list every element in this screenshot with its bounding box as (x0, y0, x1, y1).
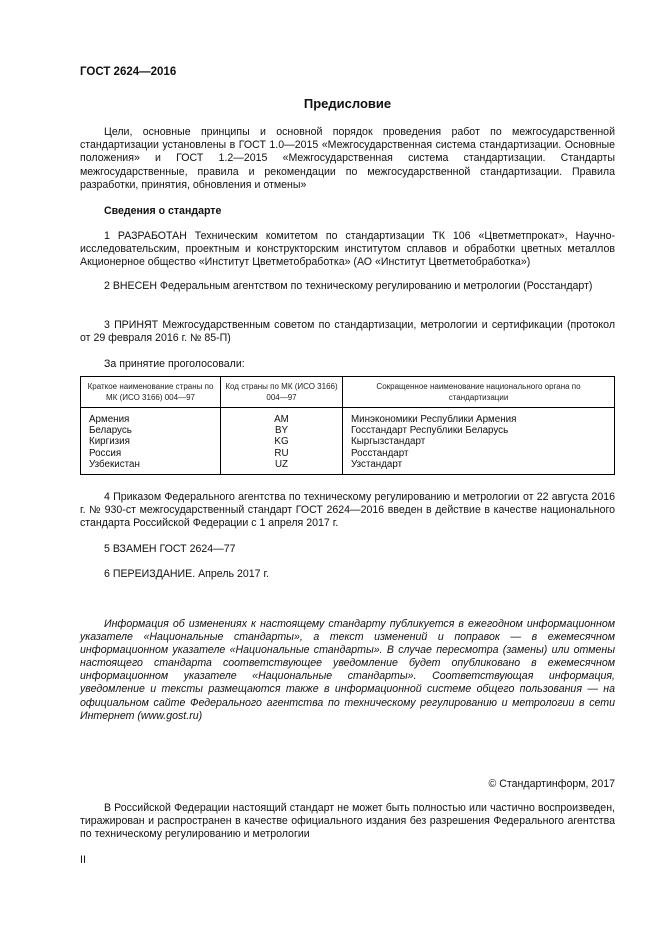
info-heading: Сведения о стандарте (104, 205, 222, 217)
body-cell: Кыргызстандарт (343, 436, 615, 447)
intro-paragraph: Цели, основные принципы и основной порядок проведения работ по межгосударственной стандартизации установлены в ГОСТ 1.0—2015 «Межгосударственная система стандартизации. Основные положения» и ГОСТ 1.2—2015 «Межгосударственная система стандартизации. Стандарты межгосударственные, правила и рекомендации по межгосударственной стандартизации. Правила разработки, принятия, обновления и отмены» (80, 126, 615, 191)
item-adopted: 3 ПРИНЯТ Межгосударственным советом по стандартизации, метрологии и сертификации (протокол от 29 февраля 2016 г. № 85-П) (80, 319, 615, 345)
country-cell: Беларусь (81, 425, 221, 436)
country-cell: Россия (81, 448, 221, 459)
item-submitted: 2 ВНЕСЕН Федеральным агентством по техническому регулированию и метрологии (Росстандарт) (104, 280, 593, 292)
rights-notice: В Российской Федерации настоящий стандарт не может быть полностью или частично воспроизведен, тиражирован и распространен в качестве официального издания без разрешения Федерального агентства по техническому регулированию и метрологии (80, 802, 615, 841)
changes-notice: Информация об изменениях к настоящему стандарту публикуется в ежегодном информационном указателе «Национальные стандарты», а текст изменений и поправок — в ежемесячном информационном указателе «Национальные стандарты». В случае пересмотра (замены) или отмены настоящего стандарта соответствующее уведомление будет опубликовано в ежемесячном информационном указателе «Национальные стандарты». Соответствующая информация, уведомление и тексты размещаются также в информационной системе общего пользования — на официальном сайте Федерального агентства по техническому регулированию и метрологии в сети Интернет (www.gost.ru) (80, 618, 615, 722)
body-cell: Узстандарт (343, 459, 615, 475)
page-title: Предисловие (303, 96, 392, 111)
item-enacted: 4 Приказом Федерального агентства по техническому регулированию и метрологии от 22 августа 2016 г. № 930-ст межгосударственный стандарт ГОСТ 2624—2016 введен в действие в качестве национального стандарта Российской Федерации с 1 апреля 2017 г. (80, 491, 615, 530)
code-cell: AM (221, 408, 343, 426)
code-cell: KG (221, 436, 343, 447)
item-developed: 1 РАЗРАБОТАН Техническим комитетом по стандартизации ТК 106 «Цветметпрокат», Научно-исследовательским, проектным и конструкторским институтом сплавов и обработки цветных металлов Акционерное общество «Институт Цветметобработка» (АО «Институт Цветметобработка») (80, 230, 615, 269)
table-row (81, 425, 615, 436)
code-cell: UZ (221, 459, 343, 475)
body-cell: Госстандарт Республики Беларусь (343, 425, 615, 436)
table-row (81, 436, 615, 447)
item-replaces: 5 ВЗАМЕН ГОСТ 2624—77 (104, 543, 236, 555)
table-row (81, 459, 615, 475)
country-cell: Армения (81, 408, 221, 426)
code-cell: BY (221, 425, 343, 436)
body-cell: Росстандарт (343, 448, 615, 459)
table-row (81, 408, 615, 426)
table-row (81, 448, 615, 459)
header-code: Код страны по МК (ИСО 3166) 004—97 (221, 377, 343, 408)
country-cell: Киргизия (81, 436, 221, 447)
country-cell: Узбекистан (81, 459, 221, 475)
copyright: © Стандартинформ, 2017 (488, 778, 615, 790)
header-standards-body: Сокращенное наименование национального органа по стандартизации (343, 377, 615, 408)
item-reissue: 6 ПЕРЕИЗДАНИЕ. Апрель 2017 г. (104, 568, 270, 580)
header-country: Краткое наименование страны по МК (ИСО 3166) 004—97 (81, 377, 221, 408)
code-cell: RU (221, 448, 343, 459)
vote-label: За принятие проголосовали: (104, 358, 245, 370)
page-number: II (80, 854, 86, 866)
voting-table (80, 376, 615, 475)
body-cell: Минэкономики Республики Армения (343, 408, 615, 426)
table-header-row (81, 377, 615, 408)
standard-code-header: ГОСТ 2624—2016 (80, 66, 177, 78)
